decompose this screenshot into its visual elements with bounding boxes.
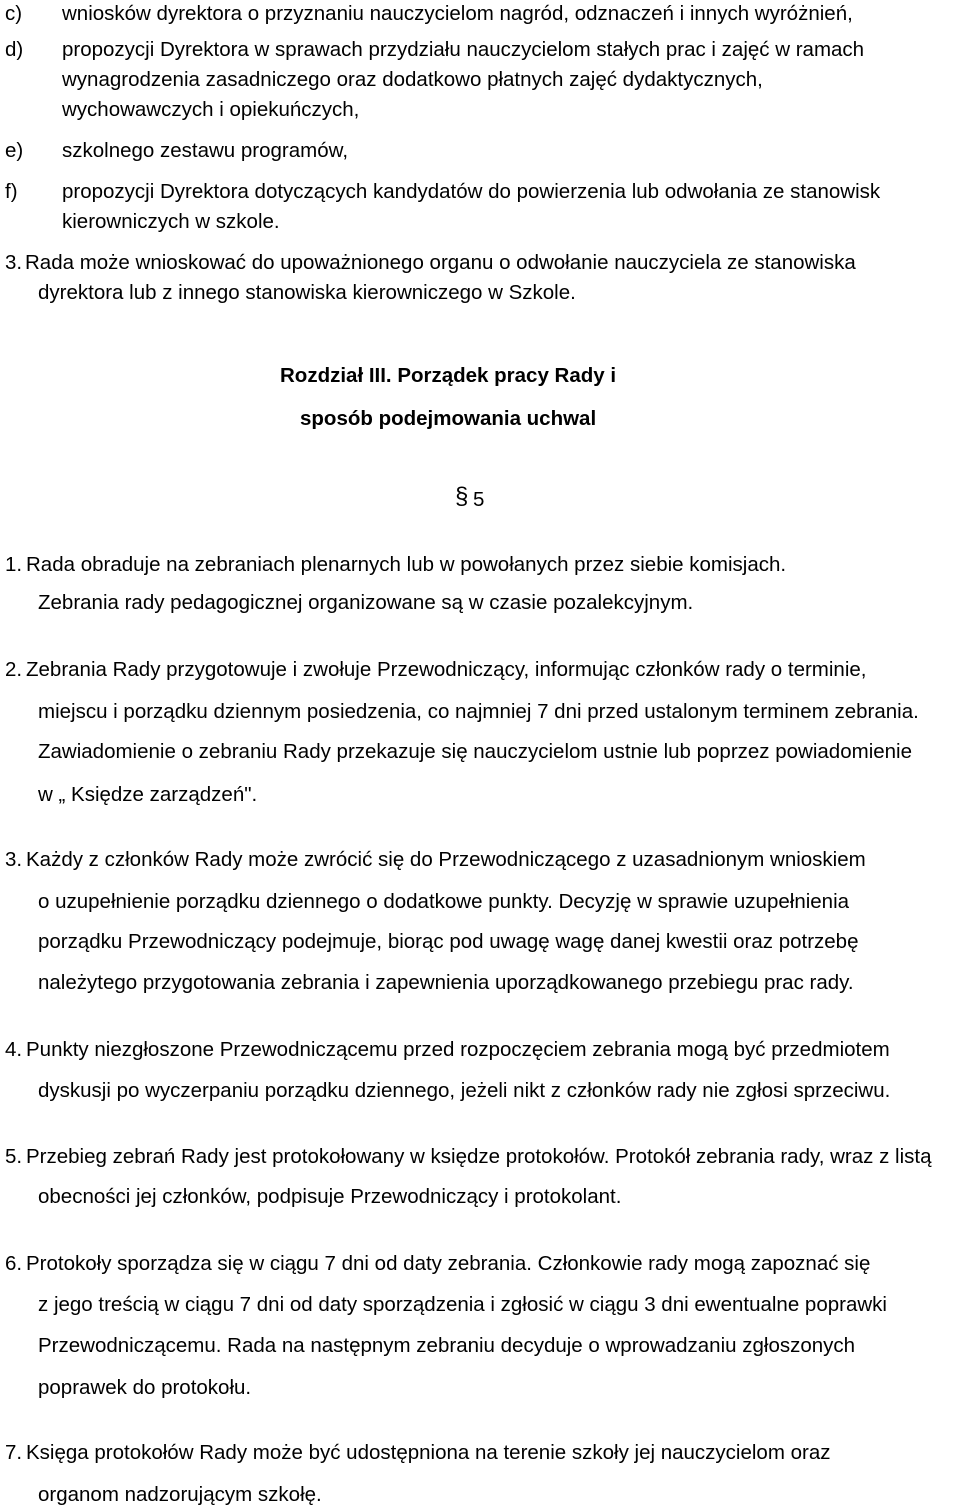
paragraph-text-line: Protokoły sporządza się w ciągu 7 dni od daty zebrania. Członkowie rady mogą zapoznać się [26, 1252, 871, 1275]
list-item-text-line: wychowawczych i opiekuńczych, [62, 98, 360, 121]
paragraph-number: 4. [5, 1038, 23, 1061]
paragraph-text-line: Przewodniczącemu. Rada na następnym zebraniu decyduje o wprowadzaniu zgłoszonych [38, 1334, 856, 1357]
paragraph-text-line: dyskusji po wyczerpaniu porządku dziennego, jeżeli nikt z członków rady nie zgłosi sprzeciwu. [38, 1079, 891, 1102]
point-text-line: dyrektora lub z innego stanowiska kierowniczego w Szkole. [38, 281, 576, 304]
list-item-label: d) [5, 38, 24, 61]
list-item-label: f) [5, 180, 18, 203]
chapter-heading-line-2: sposób podejmowania uchwal [300, 407, 597, 430]
paragraph-text-line: Zebrania rady pedagogicznej organizowane są w czasie pozalekcyjnym. [38, 591, 694, 614]
paragraph-text-line: porządku Przewodniczący podejmuje, biorąc pod uwagę wagę danej kwestii oraz potrzebę [38, 930, 859, 953]
paragraph-text-line: z jego treścią w ciągu 7 dni od daty sporządzenia i zgłosić w ciągu 3 dni ewentualne poprawki [38, 1293, 887, 1316]
section-number: 5 [473, 488, 485, 511]
paragraph-text-line: Każdy z członków Rady może zwrócić się do Przewodniczącego z uzasadnionym wnioskiem [26, 848, 866, 871]
paragraph-text-line: Przebieg zebrań Rady jest protokołowany w księdze protokołów. Protokół zebrania rady, wraz z listą [26, 1145, 932, 1168]
paragraph-text-line: Rada obraduje na zebraniach plenarnych lub w powołanych przez siebie komisjach. [26, 553, 787, 576]
paragraph-text-line: Księga protokołów Rady może być udostępniona na terenie szkoły jej nauczycielom oraz [26, 1441, 831, 1464]
list-item-text-line: wniosków dyrektora o przyznaniu nauczycielom nagród, odznaczeń i innych wyróżnień, [62, 2, 853, 25]
list-item-label: c) [5, 2, 23, 25]
chapter-heading-line-1: Rozdział III. Porządek pracy Rady i [280, 364, 617, 387]
paragraph-text-line: należytego przygotowania zebrania i zapewnienia uporządkowanego przebiegu prac rady. [38, 971, 854, 994]
paragraph-text-line: w „ Księdze zarządzeń". [38, 783, 258, 806]
point-number: 3. [5, 251, 23, 274]
paragraph-number: 7. [5, 1441, 23, 1464]
paragraph-number: 2. [5, 658, 23, 681]
list-item-text-line: propozycji Dyrektora dotyczących kandydatów do powierzenia lub odwołania ze stanowisk [62, 180, 881, 203]
paragraph-text-line: Zebrania Rady przygotowuje i zwołuje Przewodniczący, informując członków rady o terminie, [26, 658, 867, 681]
list-item-text-line: kierowniczych w szkole. [62, 210, 280, 233]
paragraph-text-line: o uzupełnienie porządku dziennego o dodatkowe punkty. Decyzję w sprawie uzupełnienia [38, 890, 850, 913]
list-item-label: e) [5, 139, 24, 162]
paragraph-text-line: miejscu i porządku dziennym posiedzenia, co najmniej 7 dni przed ustalonym terminem zebrania. [38, 700, 919, 723]
section-sign: § [455, 483, 469, 510]
paragraph-number: 6. [5, 1252, 23, 1275]
paragraph-number: 1. [5, 553, 23, 576]
paragraph-text-line: Punkty niezgłoszone Przewodniczącemu przed rozpoczęciem zebrania mogą być przedmiotem [26, 1038, 890, 1061]
paragraph-text-line: poprawek do protokołu. [38, 1376, 252, 1399]
paragraph-number: 3. [5, 848, 23, 871]
paragraph-number: 5. [5, 1145, 23, 1168]
paragraph-text-line: obecności jej członków, podpisuje Przewodniczący i protokolant. [38, 1185, 622, 1208]
point-text-line: Rada może wnioskować do upoważnionego organu o odwołanie nauczyciela ze stanowiska [25, 251, 856, 274]
list-item-text-line: propozycji Dyrektora w sprawach przydziału nauczycielom stałych prac i zajęć w ramach [62, 38, 865, 61]
list-item-text-line: wynagrodzenia zasadniczego oraz dodatkowo płatnych zajęć dydaktycznych, [62, 68, 763, 91]
paragraph-text-line: organom nadzorującym szkołę. [38, 1483, 322, 1506]
list-item-text-line: szkolnego zestawu programów, [62, 139, 349, 162]
paragraph-text-line: Zawiadomienie o zebraniu Rady przekazuje się nauczycielom ustnie lub poprzez powiadomienie [38, 740, 913, 763]
